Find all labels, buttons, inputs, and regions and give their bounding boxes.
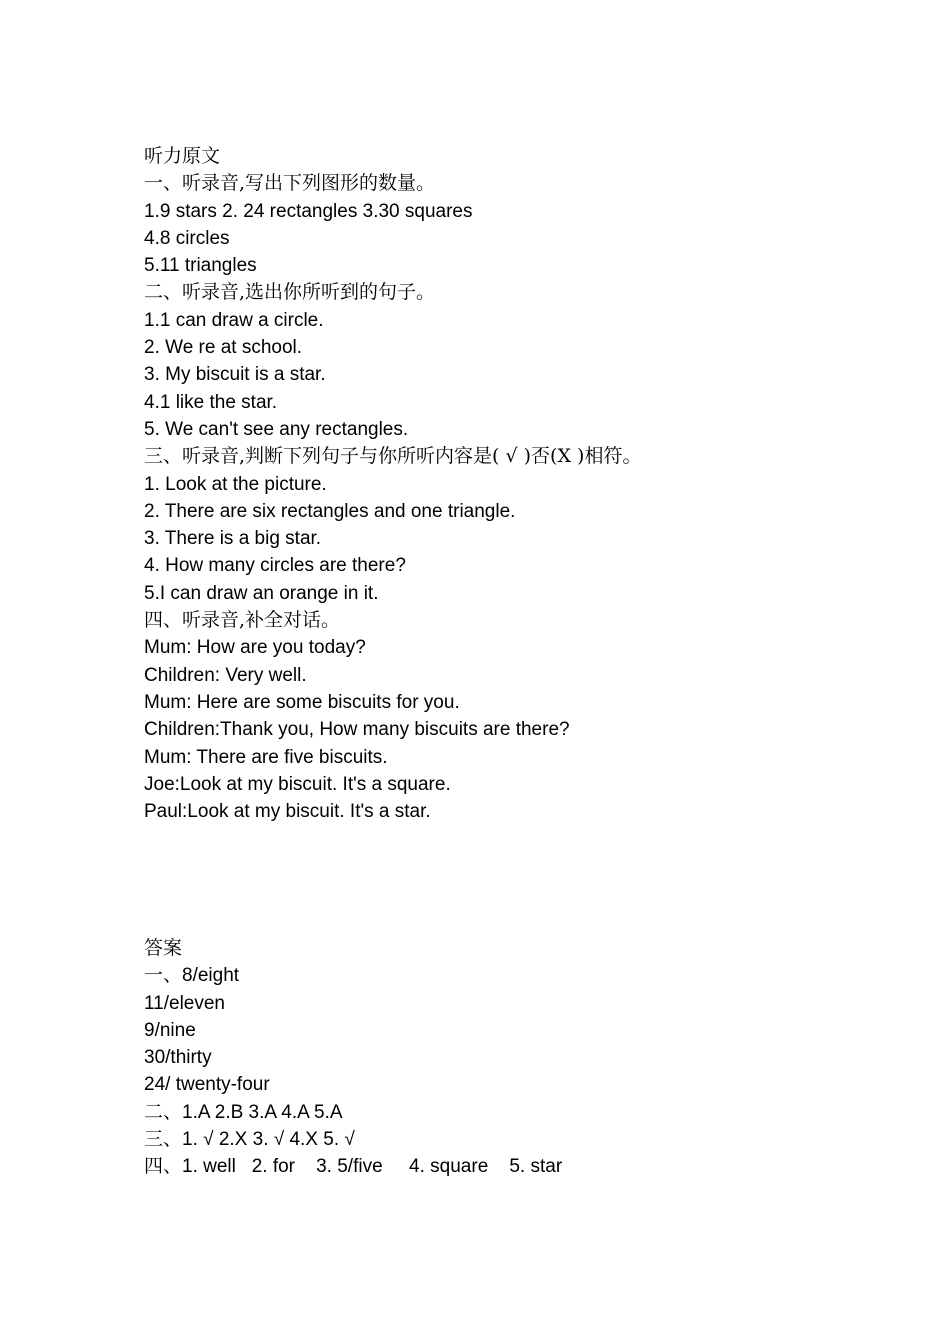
section-2-heading: 二、听录音,选出你所听到的句子。 <box>144 281 436 304</box>
section-3-line: 2. There are six rectangles and one triangle. <box>144 500 516 522</box>
section-2-line: 3. My biscuit is a star. <box>144 364 326 386</box>
transcript-title: 听力原文 <box>144 145 221 167</box>
answer-line: 9/nine <box>144 1019 196 1041</box>
answers-title: 答案 <box>144 937 183 959</box>
answer-line: 二、1.A 2.B 3.A 4.A 5.A <box>144 1101 343 1123</box>
section-3-heading: 三、听录音,判断下列句子与你所听内容是( √ )否(X )相符。 <box>144 445 642 468</box>
dialogue-line: Mum: How are you today? <box>144 637 366 659</box>
answer-line: 30/thirty <box>144 1047 212 1069</box>
section-4-heading: 四、听录音,补全对话。 <box>144 609 341 632</box>
section-1-heading: 一、听录音,写出下列图形的数量。 <box>144 172 436 195</box>
answers-section <box>144 935 844 1181</box>
section-3-line: 3. There is a big star. <box>144 528 322 550</box>
dialogue-line: Mum: There are five biscuits. <box>144 746 388 768</box>
answer-line: 24/ twenty-four <box>144 1074 270 1096</box>
section-3-line: 5.I can draw an orange in it. <box>144 582 379 604</box>
answer-line: 一、8/eight <box>144 965 240 987</box>
section-2-line: 4.1 like the star. <box>144 391 278 413</box>
section-2-line: 1.1 can draw a circle. <box>144 309 324 331</box>
section-3-line: 1. Look at the picture. <box>144 473 327 495</box>
section-2-line: 5. We can't see any rectangles. <box>144 418 409 440</box>
section-2-line: 2. We re at school. <box>144 337 303 359</box>
transcript-section <box>144 143 844 825</box>
dialogue-line: Joe:Look at my biscuit. It's a square. <box>144 773 451 795</box>
dialogue-line: Paul:Look at my biscuit. It's a star. <box>144 801 431 823</box>
answer-line: 四、1. well 2. for 3. 5/five 4. square 5. star <box>144 1156 563 1178</box>
section-1-line: 5.11 triangles <box>144 255 257 277</box>
section-3-line: 4. How many circles are there? <box>144 555 406 577</box>
dialogue-line: Mum: Here are some biscuits for you. <box>144 691 460 713</box>
section-1-line: 1.9 stars 2. 24 rectangles 3.30 squares <box>144 200 473 222</box>
answer-line: 11/eleven <box>144 992 225 1014</box>
answer-line: 三、1. √ 2.X 3. √ 4.X 5. √ <box>144 1129 355 1151</box>
dialogue-line: Children:Thank you, How many biscuits are there? <box>144 719 570 741</box>
dialogue-line: Children: Very well. <box>144 664 307 686</box>
section-1-line: 4.8 circles <box>144 227 230 249</box>
